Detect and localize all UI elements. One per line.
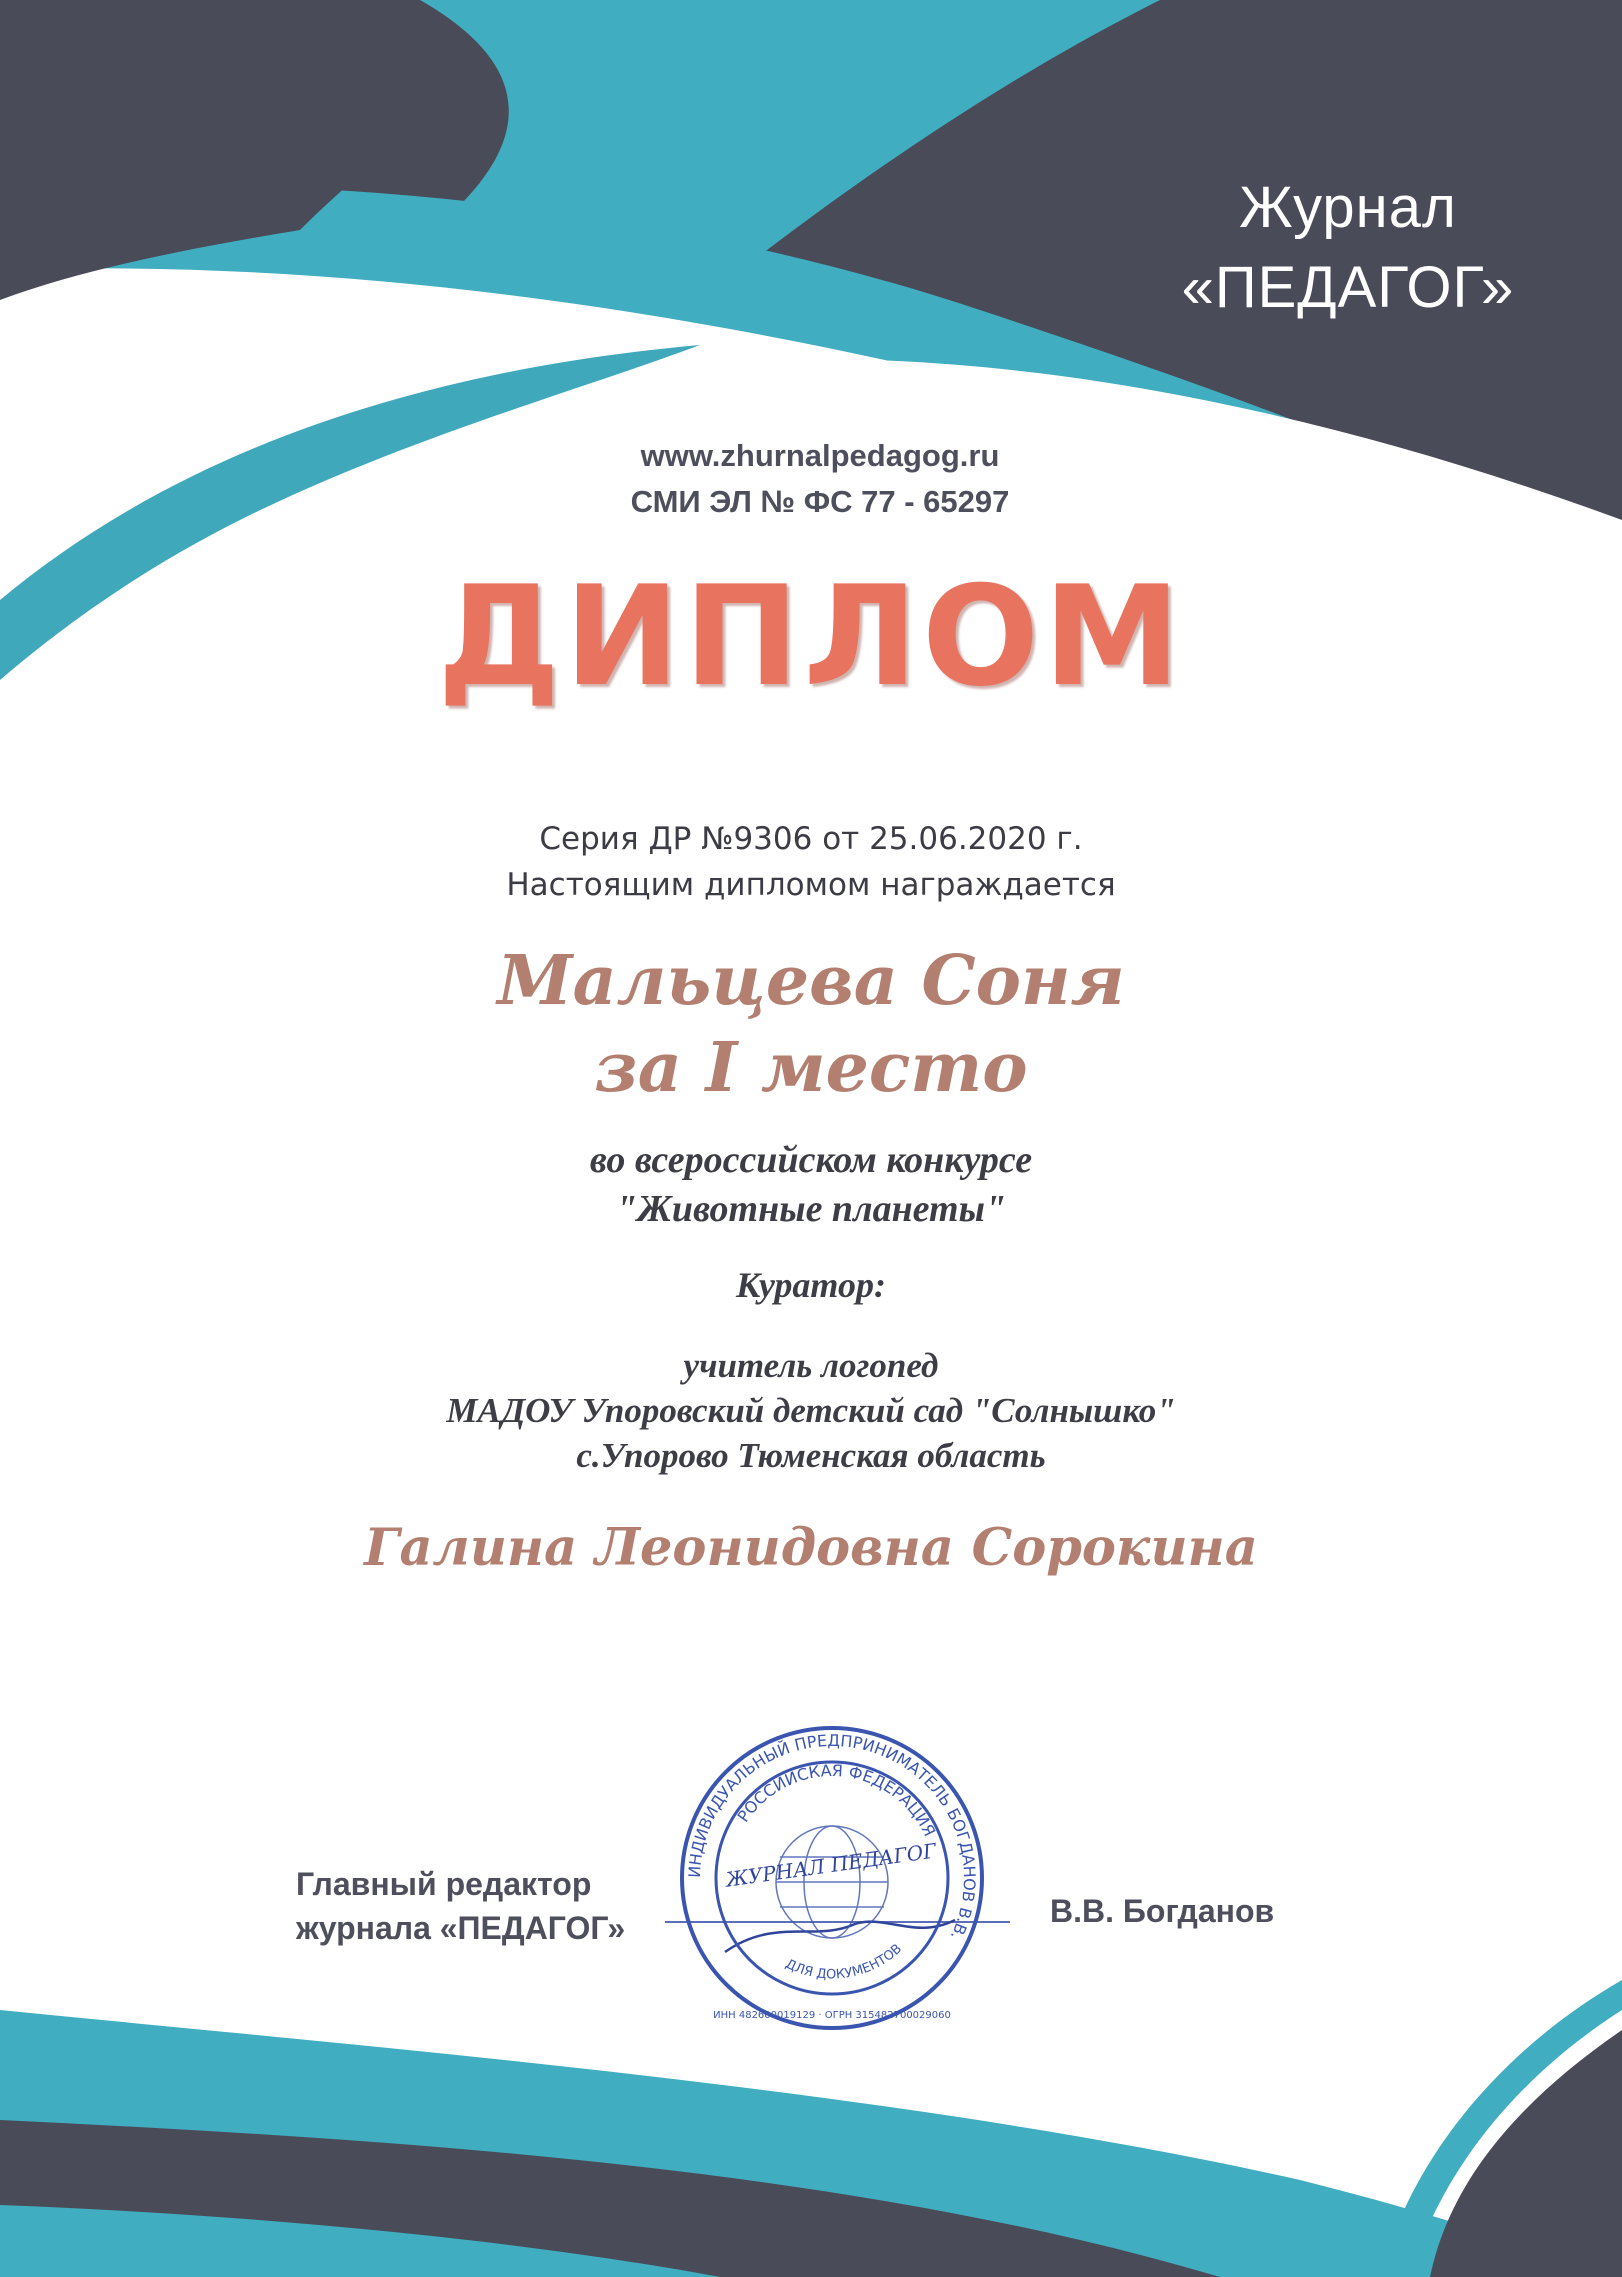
contest-line1: во всероссийском конкурсе xyxy=(589,1139,1033,1181)
official-seal-icon xyxy=(676,1722,988,2034)
awarded-text: Настоящим дипломом награждается xyxy=(506,867,1116,903)
signature-role-line2: журнала «ПЕДАГОГ» xyxy=(296,1910,626,1946)
curator-name: Галина Леонидовна Сорокина xyxy=(364,1518,1258,1578)
editor-name: В.В. Богданов xyxy=(1050,1893,1275,1929)
curator-label: Куратор: xyxy=(736,1265,886,1305)
signature-role-line1: Главный редактор xyxy=(296,1866,592,1902)
seal-inn-text: ИНН 482600019129 · ОГРН 315482700029060 xyxy=(713,2010,951,2021)
seal-inner-text: РОССИЙСКАЯ ФЕДЕРАЦИЯ xyxy=(733,1760,940,1840)
curator-organization: МАДОУ Упоровский детский сад "Солнышко" xyxy=(446,1391,1176,1430)
journal-title xyxy=(1138,168,1558,328)
series-number: Серия ДР №9306 от 25.06.2020 г. xyxy=(539,821,1083,857)
svg-text:ДЛЯ ДОКУМЕНТОВ xyxy=(783,1942,905,1983)
journal-title-line2: «ПЕДАГОГ» xyxy=(1181,255,1515,320)
contest-name: "Животные планеты" xyxy=(615,1188,1007,1230)
registration-number: СМИ ЭЛ № ФС 77 - 65297 xyxy=(630,484,1010,519)
diploma-title: ДИПЛОМ xyxy=(437,556,1185,717)
curator-location: с.Упорово Тюменская область xyxy=(576,1436,1046,1475)
seal-center-text: ЖУРНАЛ ПЕДАГОГ xyxy=(724,1838,938,1892)
seal-bottom-text: ДЛЯ ДОКУМЕНТОВ xyxy=(782,1941,905,1983)
recipient-name: Мальцева Соня xyxy=(497,941,1125,1021)
journal-title-line1: Журнал xyxy=(1239,175,1457,240)
signature-role xyxy=(296,1862,625,1950)
seal-outer-text: ИНДИВИДУАЛЬНЫЙ ПРЕДПРИНИМАТЕЛЬ БОГДАНОВ В.В. xyxy=(684,1730,980,1943)
award-place: за I место xyxy=(594,1028,1028,1108)
curator-position: учитель логопед xyxy=(683,1346,939,1385)
website-link[interactable]: www.zhurnalpedagog.ru xyxy=(640,438,1000,473)
